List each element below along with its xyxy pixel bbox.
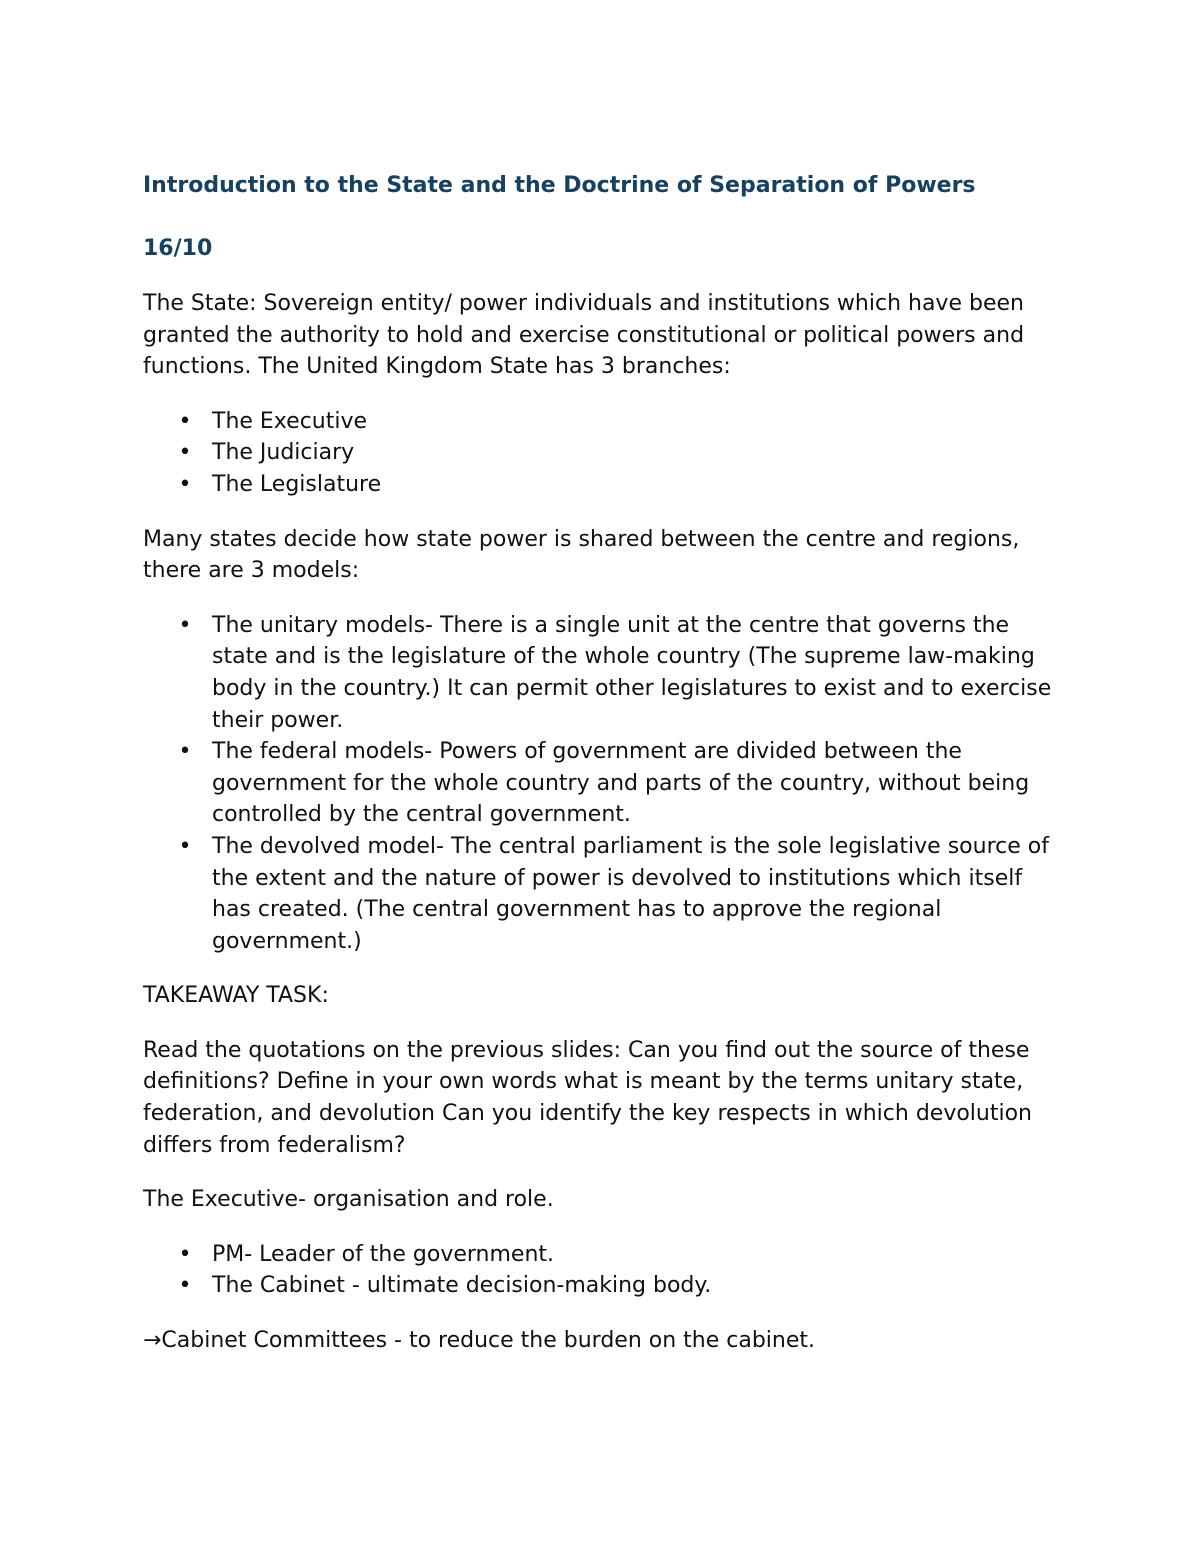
document-title: Introduction to the State and the Doctrine of Separation of Powers	[143, 173, 976, 198]
takeaway-task-paragraph: Read the quotations on the previous slides: Can you find out the source of these definitions? Define in your own words what is meant by the terms unitary state, federation, and devolution Can you identify the key respects in which devolution differs from federalism?	[143, 1037, 1032, 1158]
list-item: • The Cabinet - ultimate decision-making body.	[143, 1270, 1063, 1302]
bullet-icon: •	[178, 471, 192, 497]
list-item: • The federal models- Powers of government are divided between the government for the whole country and parts of the country, without being controlled by the central government.	[143, 736, 1063, 831]
bullet-icon: •	[178, 1273, 192, 1299]
executive-heading: The Executive- organisation and role.	[143, 1187, 554, 1213]
state-definition-paragraph: The State: Sovereign entity/ power individuals and institutions which have been granted the authority to hold and exercise constitutional or political powers and functions. The United Kingdom State has 3 branches:	[143, 291, 1025, 380]
bullet-icon: •	[178, 440, 192, 466]
list-item: • PM- Leader of the government.	[143, 1239, 1063, 1271]
bullet-icon: •	[178, 612, 192, 638]
bullet-icon: •	[178, 1241, 192, 1267]
bullet-icon: •	[178, 833, 192, 859]
bullet-icon: •	[178, 739, 192, 765]
document-date: 16/10	[143, 236, 213, 261]
document-page	[143, 170, 1063, 1380]
models-list	[143, 610, 1063, 958]
bullet-icon: •	[178, 408, 192, 434]
list-item: • The Executive	[143, 406, 1063, 438]
branches-list	[143, 406, 1063, 501]
list-item: • The unitary models- There is a single unit at the centre that governs the state and is the legislature of the whole country (The supreme law-making body in the country.) It can permit other legislatures to exist and to exercise their power.	[143, 610, 1063, 736]
executive-list	[143, 1239, 1063, 1302]
list-item: • The Legislature	[143, 469, 1063, 501]
list-item: • The devolved model- The central parliament is the sole legislative source of the extent and the nature of power is devolved to institutions which itself has created. (The central government has to approve the regional government.)	[143, 831, 1063, 957]
list-item: • The Judiciary	[143, 437, 1063, 469]
cabinet-committees-line: →Cabinet Committees - to reduce the burden on the cabinet.	[143, 1328, 816, 1354]
models-intro-paragraph: Many states decide how state power is shared between the centre and regions, there are 3 models:	[143, 526, 1020, 584]
takeaway-task-label: TAKEAWAY TASK:	[143, 983, 329, 1009]
